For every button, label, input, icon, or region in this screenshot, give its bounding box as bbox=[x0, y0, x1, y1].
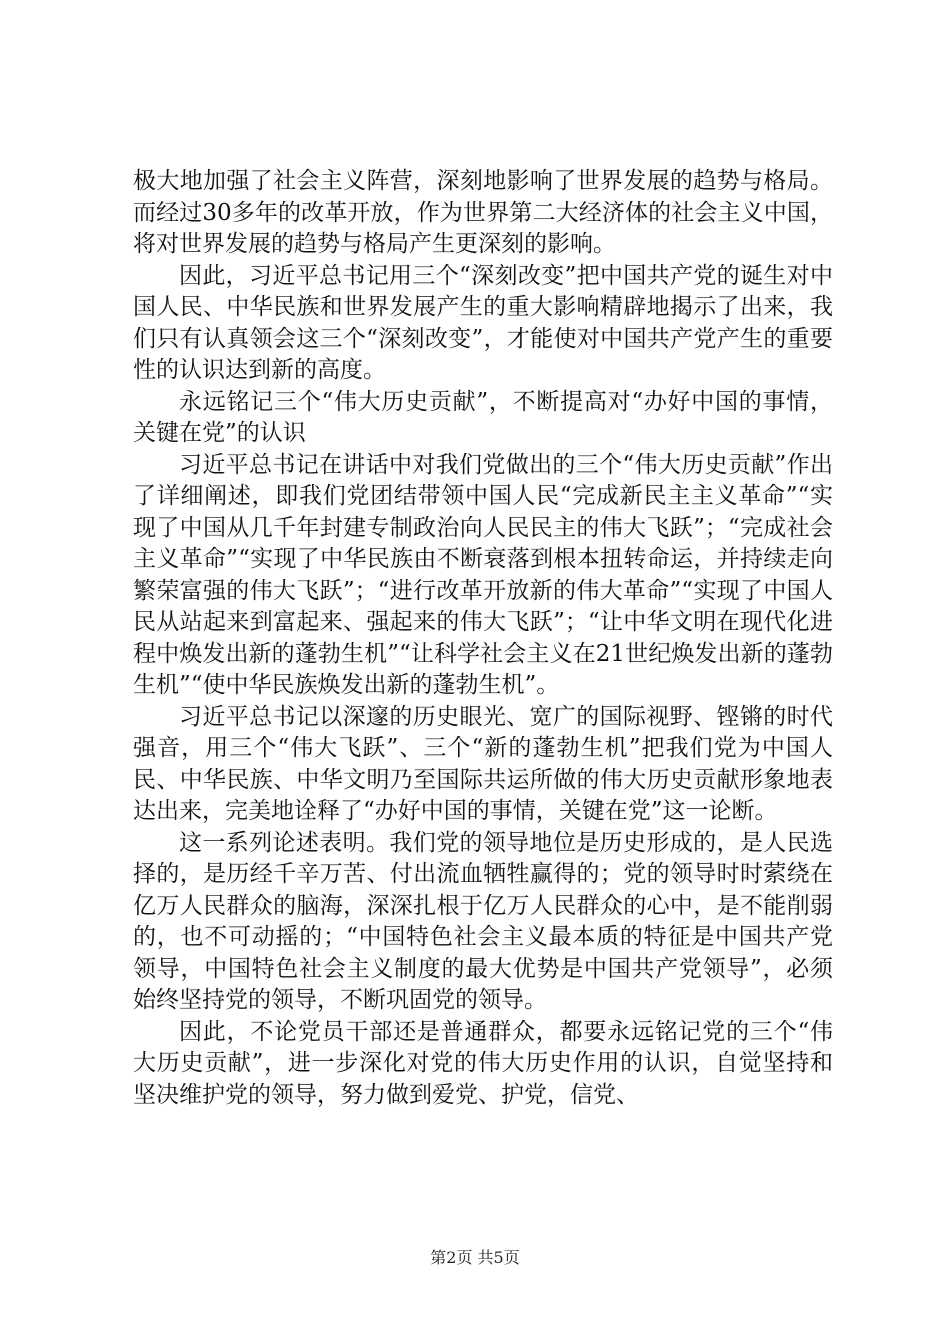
paragraph-5: 这一系列论述表明。我们党的领导地位是历史形成的，是人民选择的，是历经千辛万苦、付出流血牺牲赢得的；党的领导时时萦绕在亿万人民群众的脑海，深深扎根于亿万人民群众的心中，是不能削弱的，也不可动摇的；“中国特色社会主义最本质的特征是中国共产党领导，中国特色社会主义制度的最大优势是中国共产党领导”，必须始终坚持党的领导，不断巩固党的领导。 bbox=[133, 829, 833, 1013]
paragraph-4: 习近平总书记以深邃的历史眼光、宽广的国际视野、铿锵的时代强音，用三个“伟大飞跃”、三个“新的蓬勃生机”把我们党为中国人民、中华民族、中华文明乃至国际共运所做的伟大历史贡献形象地表达出来，完美地诠释了“办好中国的事情，关键在党”这一论断。 bbox=[133, 703, 833, 824]
paragraph-1: 极大地加强了社会主义阵营，深刻地影响了世界发展的趋势与格局。而经过30多年的改革开放，作为世界第二大经济体的社会主义中国，将对世界发展的趋势与格局产生更深刻的影响。 bbox=[133, 168, 833, 257]
section-heading: 永远铭记三个“伟大历史贡献”，不断提高对“办好中国的事情，关键在党”的认识 bbox=[133, 388, 833, 446]
paragraph-6: 因此，不论党员干部还是普通群众，都要永远铭记党的三个“伟大历史贡献”，进一步深化对党的伟大历史作用的认识，自觉坚持和坚决维护党的领导，努力做到爱党、护党，信党、 bbox=[133, 1018, 833, 1108]
paragraph-2: 因此，习近平总书记用三个“深刻改变”把中国共产党的诞生对中国人民、中华民族和世界发展产生的重大影响精辟地揭示了出来，我们只有认真领会这三个“深刻改变”，才能使对中国共产党产生的重要性的认识达到新的高度。 bbox=[133, 262, 833, 383]
page-number-footer: 第2页 共5页 bbox=[430, 1248, 520, 1267]
document-body bbox=[133, 166, 833, 1111]
paragraph-3: 习近平总书记在讲话中对我们党做出的三个“伟大历史贡献”作出了详细阐述，即我们党团结带领中国人民“完成新民主主义革命”“实现了中国从几千年封建专制政治向人民民主的伟大飞跃”；“完成社会主义革命”“实现了中华民族由不断衰落到根本扭转命运，并持续走向繁荣富强的伟大飞跃”；“进行改革开放新的伟大革命”“实现了中国人民从站起来到富起来、强起来的伟大飞跃”；“让中华文明在现代化进程中焕发出新的蓬勃生机”“让科学社会主义在21世纪焕发出新的蓬勃生机”“使中华民族焕发出新的蓬勃生机”。 bbox=[133, 451, 833, 698]
